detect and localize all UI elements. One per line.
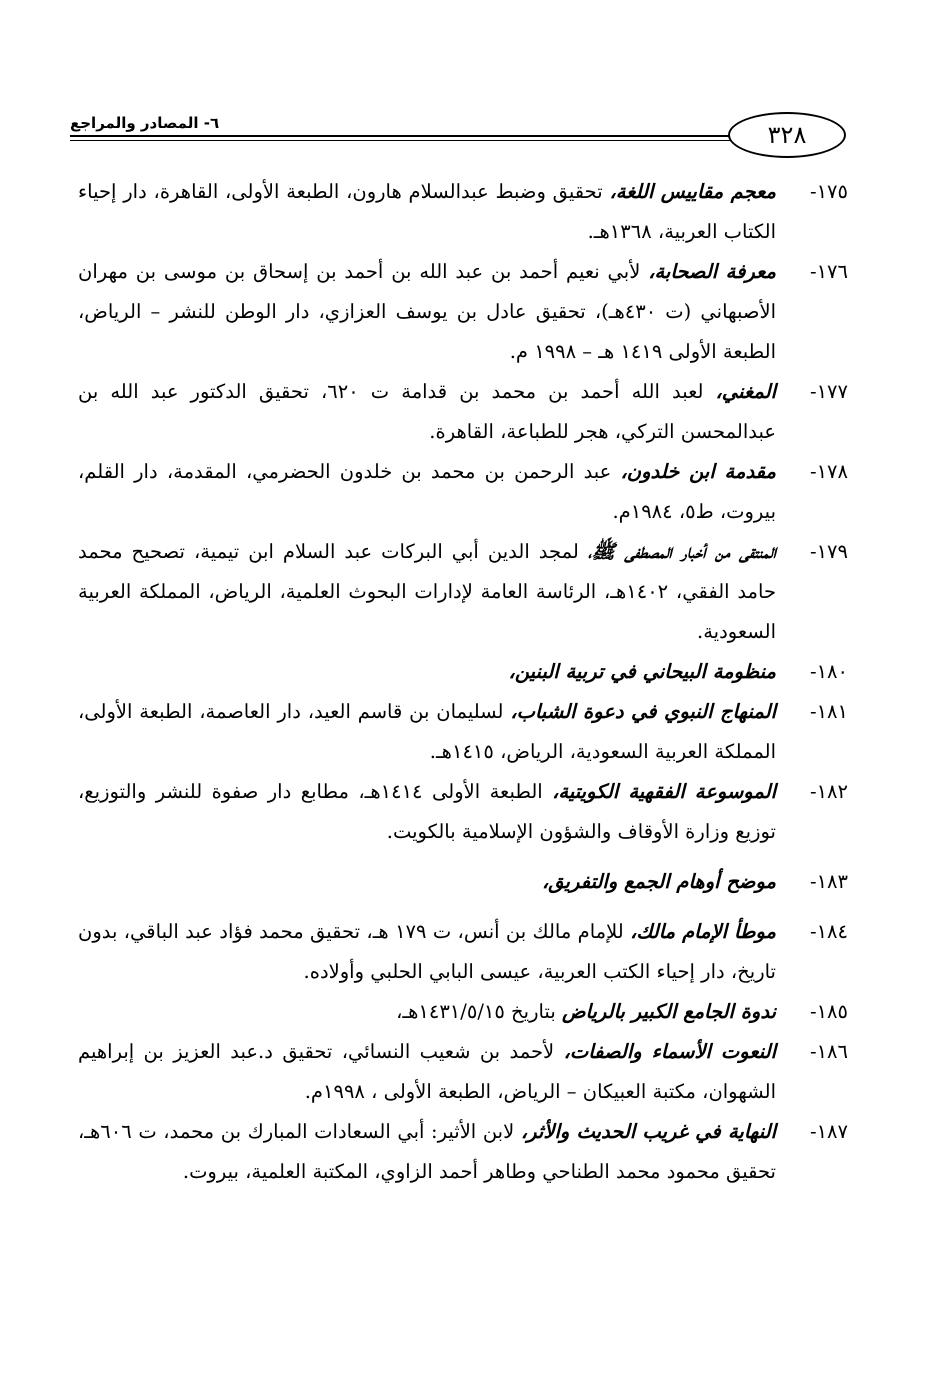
bibliography-entry (78, 652, 848, 692)
bibliography-entry (78, 1112, 848, 1192)
entry-title: الموسوعة الفقهية الكويتية، (552, 780, 776, 803)
bibliography-entry (78, 772, 848, 852)
entry-number: ١٨٥- (809, 1000, 848, 1023)
entry-number: ١٨٢- (809, 780, 848, 803)
entry-title: ندوة الجامع الكبير بالرياض (561, 1000, 776, 1023)
entry-number: ١٧٧- (809, 380, 848, 403)
entry-text: عبد الرحمن بن محمد بن خلدون الحضرمي، المقدمة، دار القلم، بيروت، ط٥، ١٩٨٤م. (78, 460, 776, 523)
entry-text: الطبعة الأولى ١٤١٤هـ، مطابع دار صفوة للنشر والتوزيع، توزيع وزارة الأوقاف والشؤون الإسلامية بالكويت. (78, 780, 776, 843)
entry-text: لأبي نعيم أحمد بن عبد الله بن أحمد بن إسحاق بن موسى بن مهران الأصبهاني (ت ٤٣٠هـ)، تحقيق عادل بن يوسف العزازي، دار الوطن للنشر – الرياض، الطبعة الأولى ١٤١٩ هـ – ١٩٩٨ م. (78, 260, 776, 363)
bibliography-entry (78, 992, 848, 1032)
bibliography-entry (78, 532, 848, 652)
entry-number: ١٨١- (809, 700, 848, 723)
bibliography-list (78, 172, 848, 1192)
entry-text: لابن الأثير: أبي السعادات المبارك بن محمد، ت ٦٠٦هـ، تحقيق محمود محمد الطناحي وطاهر أحمد الزاوي، المكتبة العلمية، بيروت. (78, 1120, 776, 1183)
entry-number: ١٧٥- (809, 180, 848, 203)
entry-text: لمجد الدين أبي البركات عبد السلام ابن تيمية، تصحيح محمد حامد الفقي، ١٤٠٢هـ، الرئاسة العامة لإدارات البحوث العلمية، الرياض، المملكة العربية السعودية. (78, 540, 776, 643)
entry-title: مقدمة ابن خلدون، (620, 460, 776, 483)
entry-text: لعبد الله أحمد بن محمد بن قدامة ت ٦٢٠، تحقيق الدكتور عبد الله بن عبدالمحسن التركي، هجر للطباعة، القاهرة. (78, 380, 776, 443)
entry-title: منظومة البيحاني في تربية البنين، (508, 660, 776, 683)
entry-title: موطأ الإمام مالك، (630, 920, 776, 943)
entry-number: ١٨٤- (809, 920, 848, 943)
entry-number: ١٨٧- (809, 1120, 848, 1143)
entry-text: لأحمد بن شعيب النسائي، تحقيق د.عبد العزيز بن إبراهيم الشهوان، مكتبة العبيكان – الرياض، الطبعة الأولى ، ١٩٩٨م. (78, 1040, 776, 1103)
entry-number: ١٨٣- (809, 870, 848, 893)
page-header (70, 112, 850, 160)
page-number: ٣٢٨ (767, 121, 807, 149)
bibliography-entry (78, 452, 848, 532)
entry-number: ١٨٦- (809, 1040, 848, 1063)
entry-text: للإمام مالك بن أنس، ت ١٧٩ هـ، تحقيق محمد فؤاد عبد الباقي، بدون تاريخ، دار إحياء الكتب العربية، عيسى البابي الحلبي وأولاده. (78, 920, 776, 983)
bibliography-entry (78, 1032, 848, 1112)
bibliography-entry (78, 912, 848, 992)
bibliography-entry (78, 172, 848, 252)
entry-number: ١٧٦- (809, 260, 848, 283)
entry-text: بتاريخ ١٤٣١/٥/١٥هـ، (396, 1000, 562, 1023)
entry-title: معجم مقاييس اللغة، (609, 180, 776, 203)
entry-title: المنهاج النبوي في دعوة الشباب، (510, 700, 776, 723)
bibliography-entry (78, 372, 848, 452)
entry-number: ١٨٠- (809, 660, 848, 683)
entry-title: النهاية في غريب الحديث والأثر، (520, 1120, 776, 1143)
entry-number: ١٧٨- (809, 460, 848, 483)
header-rule-thick (70, 135, 732, 137)
entry-title: معرفة الصحابة، (648, 260, 777, 283)
entry-number: ١٧٩- (809, 540, 848, 563)
page-number-oval (728, 112, 846, 158)
entry-text: لسليمان بن قاسم العيد، دار العاصمة، الطبعة الأولى، المملكة العربية السعودية، الرياض، ١٤١٥هـ. (78, 700, 776, 763)
entry-title: المغني، (715, 380, 776, 403)
entry-title: المنتقى من أخبار المصطفى ﷺ، (587, 540, 776, 563)
entry-title: النعوت الأسماء والصفات، (563, 1040, 776, 1063)
section-title: ٦- المصادر والمراجع (70, 114, 220, 132)
bibliography-entry (78, 252, 848, 372)
bibliography-entry (78, 862, 848, 902)
entry-title: موضح أوهام الجمع والتفريق، (541, 870, 776, 893)
header-rule-thin (70, 140, 732, 141)
entry-text: تحقيق وضبط عبدالسلام هارون، الطبعة الأولى، القاهرة، دار إحياء الكتاب العربية، ١٣٦٨هـ. (78, 180, 776, 243)
bibliography-entry (78, 692, 848, 772)
